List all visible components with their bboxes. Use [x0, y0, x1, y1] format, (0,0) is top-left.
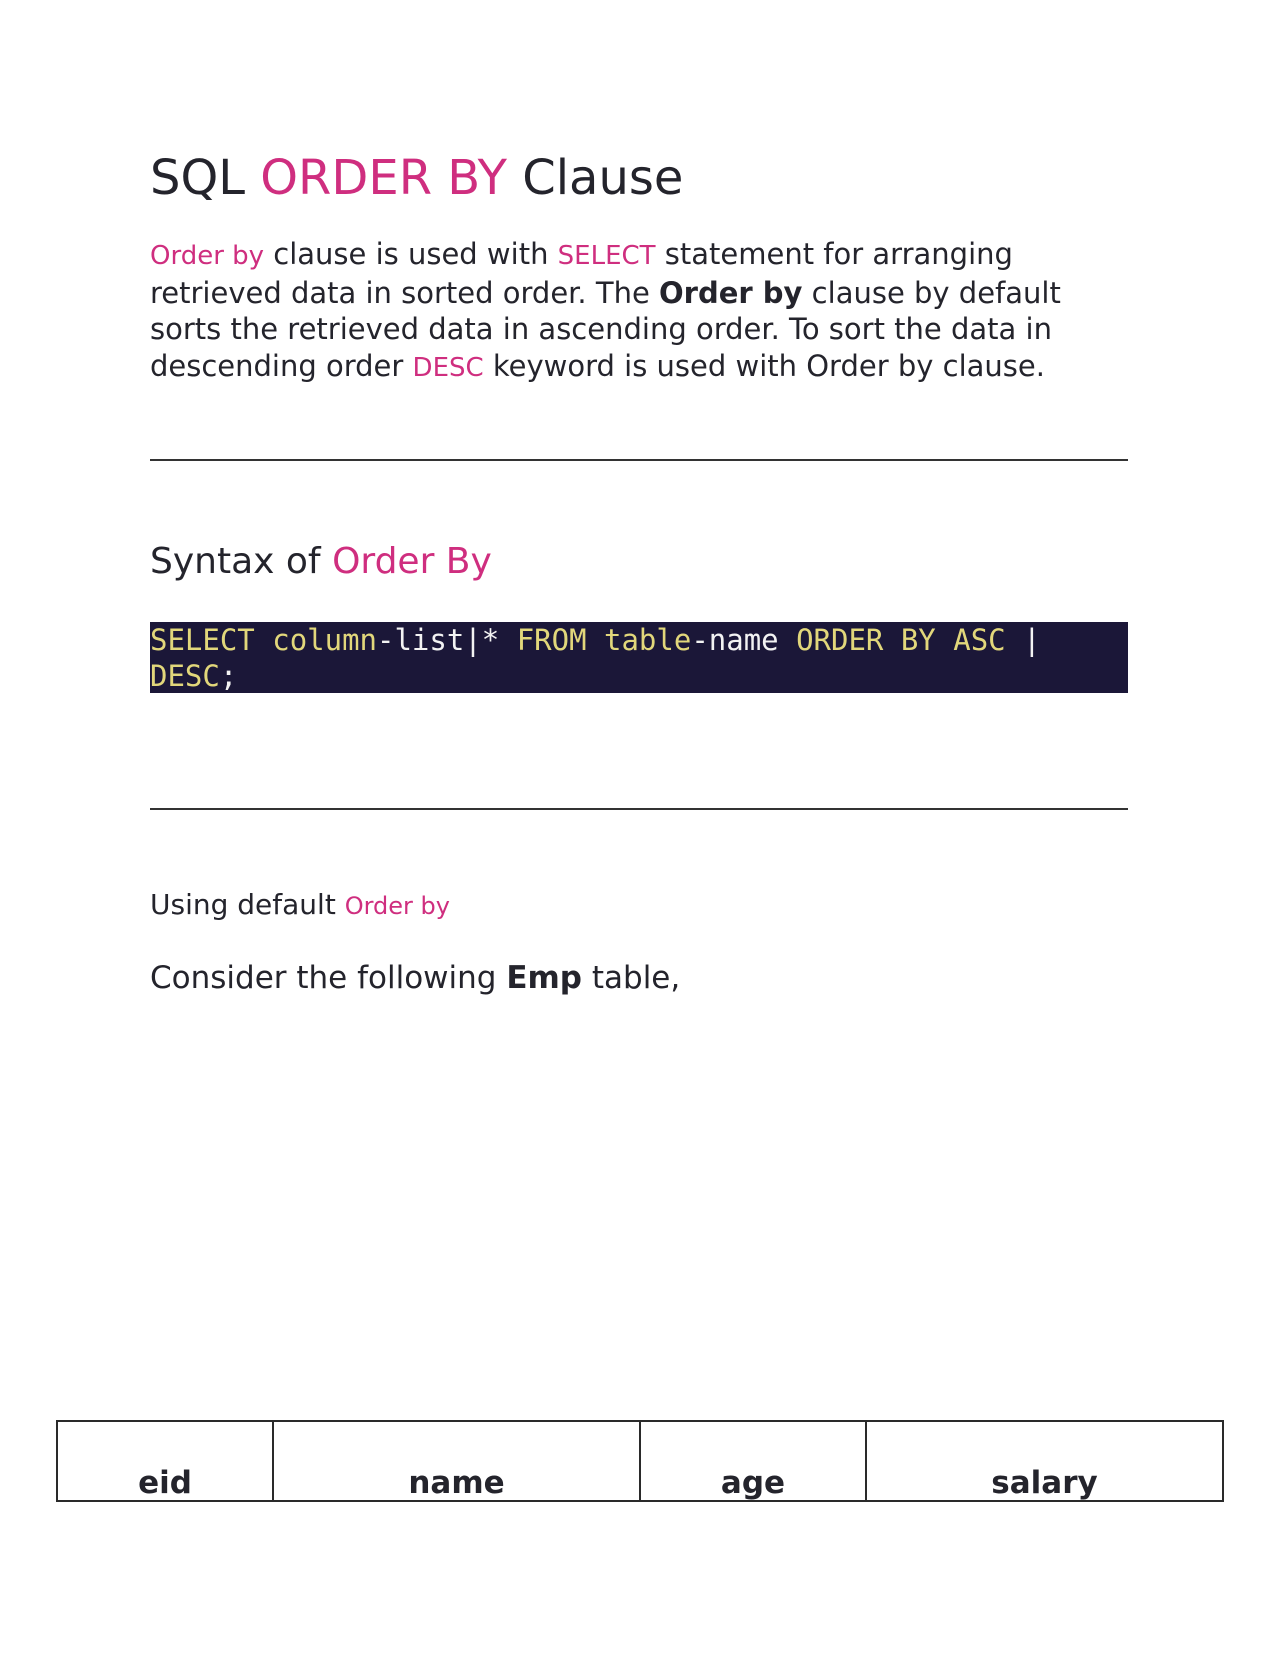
consider-suffix: table, [591, 960, 681, 996]
column-header-name: name [273, 1421, 640, 1501]
code-order-by: ORDER BY [796, 623, 936, 657]
intro-keyword-desc: DESC [412, 352, 484, 383]
intro-bold-order-by: Order by [659, 275, 803, 310]
code-dash: - [377, 623, 395, 657]
code-pipe: | [1005, 623, 1041, 657]
intro-text-4: keyword is used with Order by clause. [483, 348, 1045, 383]
intro-keyword-select: SELECT [557, 241, 656, 271]
intro-paragraph [150, 236, 1090, 386]
default-keyword: Order by [344, 892, 450, 920]
page-title [150, 148, 683, 208]
code-asc: ASC [953, 623, 1006, 657]
table-header-row [57, 1421, 1223, 1501]
syntax-heading-keyword: Order By [332, 541, 492, 582]
syntax-heading [150, 540, 492, 584]
default-label: Using default [150, 888, 336, 921]
code-from: FROM [516, 623, 587, 657]
code-desc: DESC [150, 659, 220, 693]
intro-text-1: clause is used with [264, 237, 558, 271]
code-list: list|* [394, 623, 517, 657]
intro-keyword-order-by: Order by [150, 241, 265, 271]
title-prefix: SQL [150, 150, 245, 206]
syntax-heading-prefix: Syntax of [150, 541, 321, 582]
column-header-age: age [640, 1421, 866, 1501]
consider-table-name: Emp [506, 960, 582, 996]
column-header-eid: eid [57, 1421, 273, 1501]
code-table: table [604, 623, 692, 657]
intro-text-3: clause by default sorts the retrieved data in ascending order. To sort the data in descending order [150, 275, 1061, 383]
consider-text [150, 958, 680, 998]
code-select: SELECT [150, 623, 255, 657]
intro-text-2: statement for arranging retrieved data in sorted order. The [150, 237, 1013, 310]
divider [150, 459, 1128, 461]
divider [150, 808, 1128, 810]
column-header-salary: salary [866, 1421, 1223, 1501]
syntax-code-block [150, 622, 1128, 693]
code-name: -name [691, 623, 797, 657]
consider-prefix: Consider the following [150, 960, 497, 996]
title-suffix: Clause [522, 150, 684, 206]
code-semicolon: ; [219, 659, 238, 693]
default-order-by-heading [150, 887, 450, 924]
code-column: column [272, 623, 377, 657]
title-keyword: ORDER BY [260, 150, 507, 206]
emp-table [56, 1420, 1224, 1502]
